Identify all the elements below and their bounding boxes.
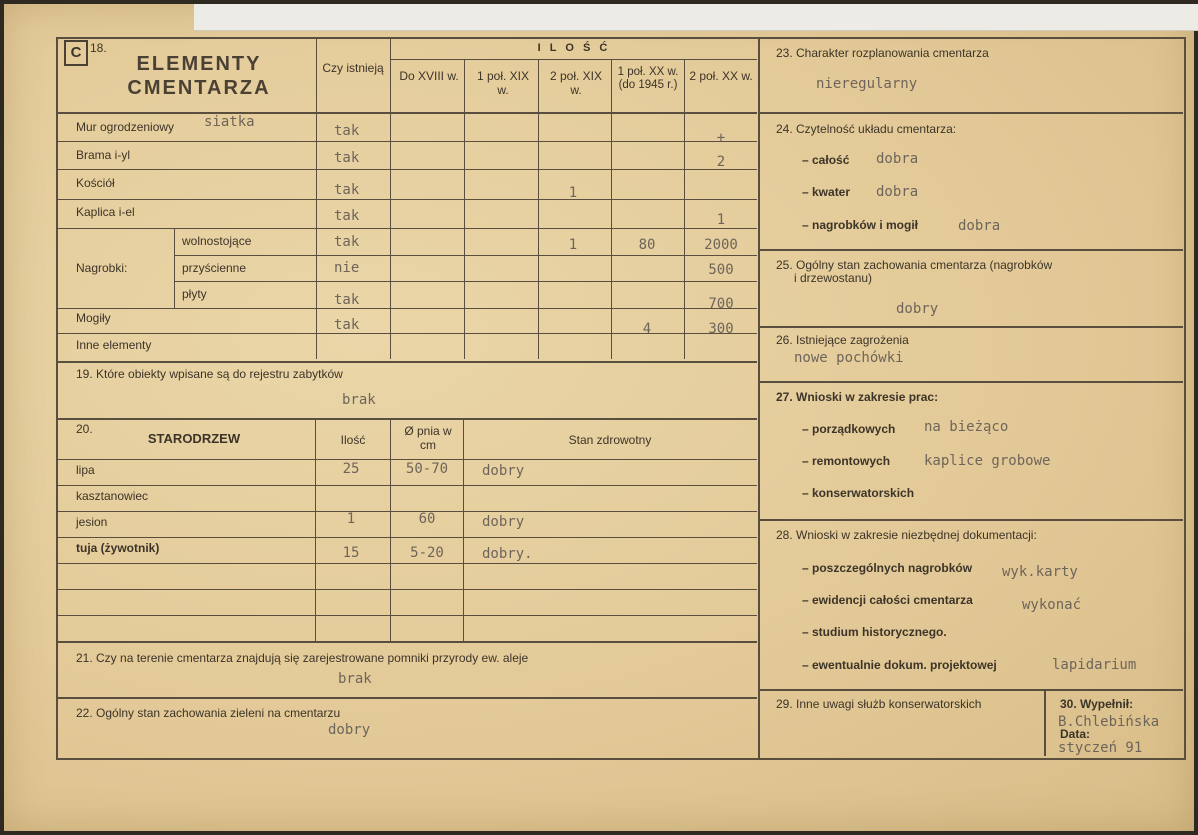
exists-freestanding: tak	[334, 234, 360, 250]
tree-count-linden: 25	[342, 461, 360, 477]
qty-freestanding-p3: 1	[568, 237, 578, 253]
col-exists-header: Czy istnieją	[322, 61, 384, 75]
row-label-freestanding: wolnostojące	[182, 234, 252, 248]
q30-date: styczeń 91	[1058, 740, 1143, 756]
row-note-wall: siatka	[204, 114, 255, 130]
period-2-header: 1 poł. XIX w.	[476, 69, 530, 97]
exists-church: tak	[334, 182, 360, 198]
q28-history-label: – studium historycznego.	[802, 625, 947, 639]
tree-diam-linden: 50-70	[405, 461, 449, 477]
q27-renovation-label: – remontowych	[802, 454, 891, 468]
section-18-number: 18.	[90, 41, 107, 55]
exists-slabs: tak	[334, 292, 360, 308]
q30-date-label: Data:	[1060, 727, 1091, 741]
period-5-header: 2 poł. XX w.	[689, 69, 753, 83]
q28-records-value: wykonać	[1022, 597, 1082, 613]
q24-quarters-label: – kwater	[802, 185, 851, 199]
record-card	[4, 4, 1194, 831]
row-label-slabs: płyty	[182, 287, 207, 301]
q23-label: 23. Charakter rozplanowania cmentarza	[776, 46, 989, 60]
q19-label: 19. Które obiekty wpisane są do rejestru zabytków	[76, 367, 343, 381]
q27-conservation-label: – konserwatorskich	[802, 486, 915, 500]
exists-chapel: tak	[334, 208, 360, 224]
section-letter-box: C	[64, 40, 88, 66]
period-3-header: 2 poł. XIX w.	[549, 69, 603, 97]
q28-project-value: lapidarium	[1052, 657, 1137, 673]
qty-gate-p5: 2	[716, 154, 726, 170]
q22-answer: dobry	[328, 722, 371, 738]
q23-answer: nieregularny	[816, 76, 918, 92]
adhesive-tape	[194, 4, 1198, 31]
tree-count-ash: 1	[346, 511, 356, 527]
q28-project-label: – ewentualnie dokum. projektowej	[802, 658, 997, 672]
row-label-wall-mounted: przyścienne	[182, 261, 247, 275]
tree-diam-thuja: 5-20	[410, 545, 444, 561]
period-4-header: 1 poł. XX w. (do 1945 r.)	[617, 66, 679, 92]
q27-label: 27. Wnioski w zakresie prac:	[776, 390, 939, 404]
q19-answer: brak	[342, 392, 376, 408]
col-ilosc-header: I L O Ś Ć	[537, 42, 611, 54]
trees-col-diameter: Ø pnia w cm	[404, 424, 452, 452]
row-label-church: Kościół	[76, 176, 115, 190]
qty-church-p3: 1	[568, 185, 578, 201]
q27-renovation-value: kaplice grobowe	[924, 453, 1051, 469]
row-label-other: Inne elementy	[76, 338, 152, 352]
row-label-gate: Brama i-yl	[76, 148, 131, 162]
q25-answer: dobry	[896, 301, 939, 317]
tree-count-thuja: 15	[342, 545, 360, 561]
row-label-wall: Mur ogrodzeniowy	[76, 120, 175, 134]
qty-graves-p4: 4	[642, 321, 652, 337]
exists-wall: tak	[334, 123, 360, 139]
q26-label: 26. Istniejące zagrożenia	[776, 333, 909, 347]
q24-graves-label: – nagrobków i mogił	[802, 218, 919, 232]
trees-col-health: Stan zdrowotny	[568, 433, 652, 447]
q24-graves-value: dobra	[958, 218, 1001, 234]
q30-label: 30. Wypełnił:	[1060, 697, 1134, 711]
q24-label: 24. Czytelność układu cmentarza:	[776, 122, 957, 136]
q27-cleanup-value: na bieżąco	[924, 419, 1009, 435]
exists-gate: tak	[334, 150, 360, 166]
elements-title-line2: CMENTARZA	[127, 77, 271, 99]
q28-records-label: – ewidencji całości cmentarza	[802, 593, 973, 607]
nagrobki-label: Nagrobki:	[76, 261, 128, 275]
q21-label: 21. Czy na terenie cmentarza znajdują się zarejestrowane pomniki przyrody ew. aleje	[76, 651, 529, 665]
q21-answer: brak	[338, 671, 372, 687]
exists-graves: tak	[334, 317, 360, 333]
tree-name-linden: lipa	[76, 463, 95, 477]
trees-col-count: Ilość	[340, 433, 366, 447]
q30-name: B.Chlebińska	[1058, 714, 1160, 730]
q28-label: 28. Wnioski w zakresie niezbędnej dokumentacji:	[776, 528, 1037, 542]
q28-graves-label: – poszczególnych nagrobków	[802, 561, 973, 575]
tree-name-thuja: tuja (żywotnik)	[76, 541, 160, 555]
tree-health-linden: dobry	[482, 463, 525, 479]
trees-header: STARODRZEW	[147, 431, 241, 446]
period-1-header: Do XVIII w.	[399, 69, 459, 83]
q26-answer: nowe pochówki	[794, 350, 904, 366]
qty-wall-mounted-p5: 500	[708, 262, 734, 278]
row-label-graves: Mogiły	[76, 311, 111, 325]
tree-diam-ash: 60	[418, 511, 436, 527]
elements-title-line1: ELEMENTY	[136, 53, 262, 75]
q27-cleanup-label: – porządkowych	[802, 422, 896, 436]
qty-freestanding-p5: 2000	[704, 237, 738, 253]
qty-freestanding-p4: 80	[638, 237, 656, 253]
trees-number: 20.	[76, 422, 93, 436]
tree-name-chestnut: kasztanowiec	[76, 489, 149, 503]
q25-label-line1: 25. Ogólny stan zachowania cmentarza (nagrobków	[776, 258, 1053, 272]
qty-wall-p5: +	[716, 130, 726, 146]
qty-slabs-p5: 700	[708, 296, 734, 312]
q22-label: 22. Ogólny stan zachowania zieleni na cmentarzu	[76, 706, 341, 720]
q24-whole-label: – całość	[802, 153, 850, 167]
q24-whole-value: dobra	[876, 151, 919, 167]
q29-label: 29. Inne uwagi służb konserwatorskich	[776, 697, 982, 711]
tree-health-thuja: dobry.	[482, 546, 533, 562]
tree-health-ash: dobry	[482, 514, 525, 530]
row-label-chapel: Kaplica i-el	[76, 205, 135, 219]
exists-wall-mounted: nie	[334, 260, 360, 276]
q28-graves-value: wyk.karty	[1002, 564, 1078, 580]
q25-label-line2: i drzewostanu)	[794, 271, 873, 285]
q24-quarters-value: dobra	[876, 184, 919, 200]
tree-name-ash: jesion	[76, 515, 108, 529]
qty-chapel-p5: 1	[716, 212, 726, 228]
qty-graves-p5: 300	[708, 321, 734, 337]
